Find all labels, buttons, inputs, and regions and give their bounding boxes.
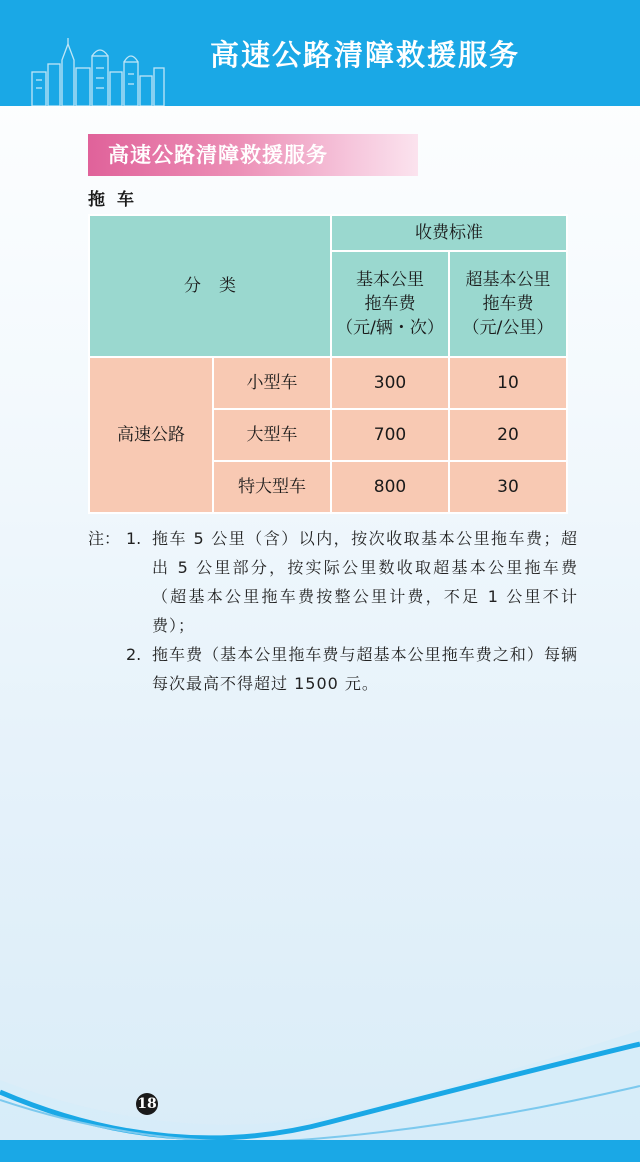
fee-standard-header: 收费标准 (331, 215, 567, 251)
extra-fee-cell: 20 (449, 409, 567, 461)
subheading-tow: 拖车 (88, 190, 146, 210)
basic-fee-header-line: 拖车费 (364, 294, 416, 314)
note-text: 拖车费（基本公里拖车费与超基本公里拖车费之和）每辆每次最高不得超过 1500 元。 (152, 645, 578, 693)
note-number: 2. (126, 645, 142, 664)
vehicle-cell: 特大型车 (213, 461, 331, 513)
header-bar (0, 0, 640, 106)
section-title: 高速公路清障救援服务 (108, 143, 328, 167)
notes-lead: 注： (88, 529, 121, 548)
extra-fee-header (449, 251, 567, 357)
basic-fee-cell: 700 (331, 409, 449, 461)
road-type-cell: 高速公路 (89, 357, 213, 513)
note-item (88, 524, 578, 640)
basic-fee-cell: 300 (331, 357, 449, 409)
basic-fee-header (331, 251, 449, 357)
note-number: 1. (126, 529, 142, 548)
vehicle-cell: 小型车 (213, 357, 331, 409)
basic-fee-header-line: 基本公里 (356, 270, 424, 290)
extra-fee-cell: 10 (449, 357, 567, 409)
extra-fee-header-line: 拖车费 (482, 294, 534, 314)
table-row (89, 357, 567, 409)
bottom-wave-decoration (0, 1000, 640, 1162)
section-banner (88, 134, 418, 176)
basic-fee-cell: 800 (331, 461, 449, 513)
extra-fee-header-unit: （元/公里） (462, 318, 554, 338)
note-text: 拖车 5 公里（含）以内，按次收取基本公里拖车费；超出 5 公里部分，按实际公里数收取超基本公里拖车费（超基本公里拖车费按整公里计费，不足 1 公里不计费）； (152, 529, 578, 635)
vehicle-cell: 大型车 (213, 409, 331, 461)
extra-fee-cell: 30 (449, 461, 567, 513)
page-number: 18 (136, 1093, 158, 1115)
fee-table (88, 214, 568, 514)
extra-fee-header-line: 超基本公里 (465, 270, 551, 290)
header-title: 高速公路清障救援服务 (209, 37, 520, 72)
category-header: 分类 (89, 215, 331, 357)
note-item (88, 640, 578, 698)
basic-fee-header-unit: （元/辆・次） (336, 318, 444, 338)
notes (88, 524, 578, 698)
